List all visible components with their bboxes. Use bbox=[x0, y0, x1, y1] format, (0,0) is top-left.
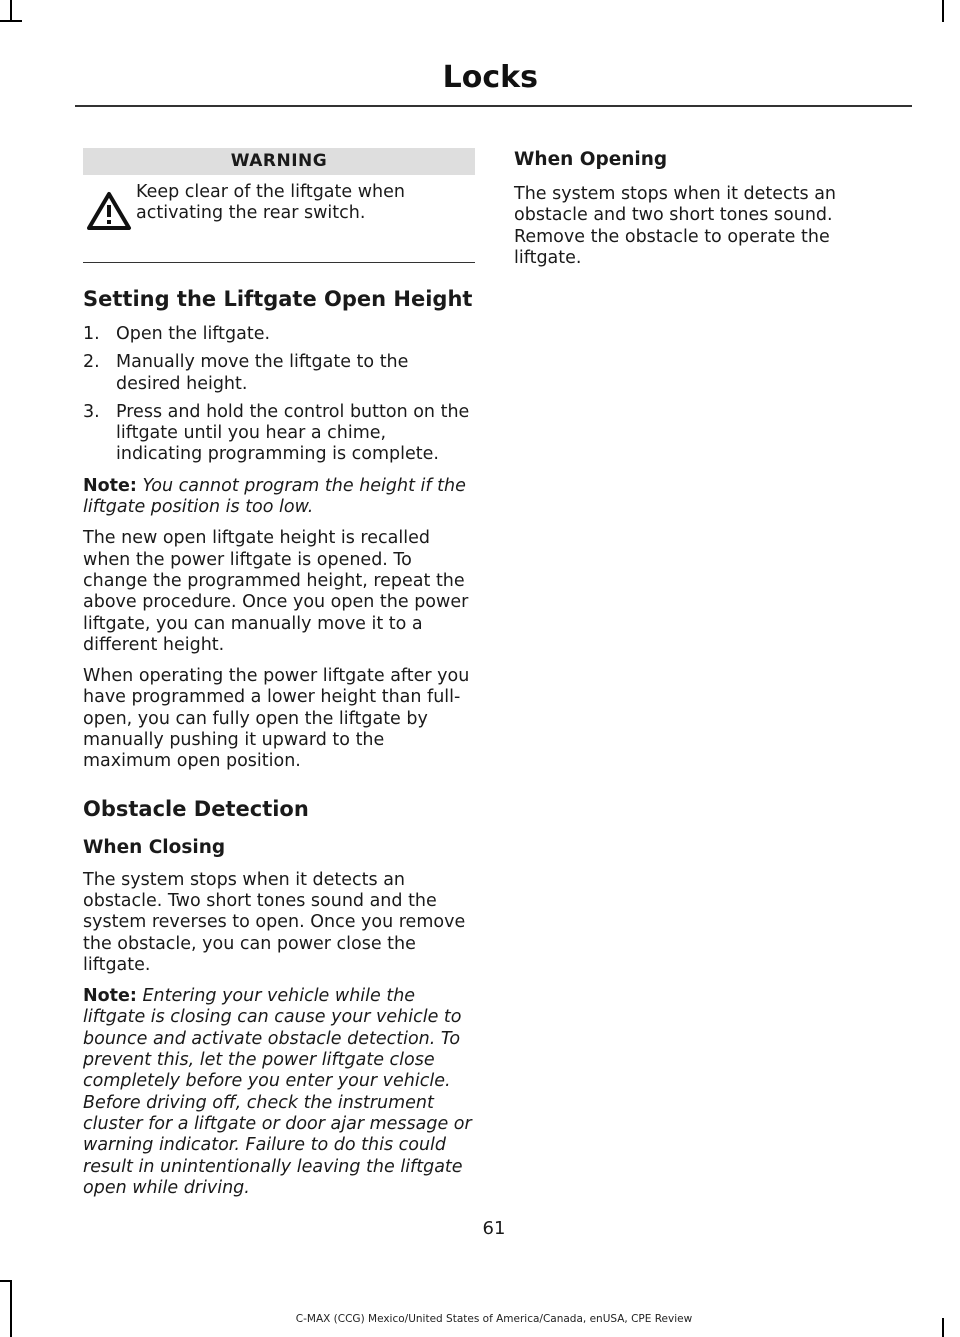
crop-mark-bottom-left-v bbox=[10, 1280, 12, 1337]
page-number: 61 bbox=[482, 1218, 506, 1239]
list-item: 1. Open the liftgate. bbox=[83, 324, 271, 344]
warning-label: WARNING bbox=[83, 148, 475, 175]
section-heading-open-height: Setting the Liftgate Open Height bbox=[83, 287, 473, 311]
header-rule bbox=[75, 105, 912, 107]
left-column bbox=[83, 148, 475, 1199]
page-title: Locks bbox=[442, 60, 538, 95]
footer-text: C-MAX (CCG) Mexico/United States of America/Canada, enUSA, CPE Review bbox=[295, 1313, 693, 1325]
right-column bbox=[514, 148, 874, 269]
list-item: 2. Manually move the liftgate to the desired height. bbox=[83, 352, 409, 394]
paragraph-opening: The system stops when it detects an obstacle and two short tones sound. Remove the obstacle to operate the liftgate. bbox=[514, 184, 837, 268]
subheading-when-closing: When Closing bbox=[83, 836, 226, 858]
warning-text: Keep clear of the liftgate when activating the rear switch. bbox=[136, 182, 405, 223]
note-open-height: Note: You cannot program the height if the liftgate position is too low. bbox=[83, 475, 466, 518]
crop-mark-bottom-left-h bbox=[0, 1280, 12, 1282]
paragraph-recall: The new open liftgate height is recalled when the power liftgate is opened. To change the programmed height, repeat the above procedure. Once you open the power liftgate, you can manually move it to a different height. bbox=[83, 528, 469, 655]
warning-rule bbox=[83, 262, 475, 263]
crop-mark-top-left-v bbox=[10, 0, 12, 22]
subheading-when-opening: When Opening bbox=[514, 149, 668, 170]
section-heading-obstacle: Obstacle Detection bbox=[83, 796, 309, 821]
paragraph-closing: The system stops when it detects an obstacle. Two short tones sound and the system reverses to open. Once you remove the obstacle, you can power close the liftgate. bbox=[83, 869, 466, 975]
warning-triangle-icon bbox=[86, 191, 132, 231]
crop-mark-top-left-h bbox=[0, 20, 22, 22]
paragraph-full-open: When operating the power liftgate after you have programmed a lower height than full-open, you can fully open the liftgate by manually pushing it upward to the maximum open position. bbox=[83, 666, 470, 772]
list-item: 3. Press and hold the control button on the liftgate until you hear a chime, indicating programming is complete. bbox=[83, 401, 470, 465]
note-closing: Note: Entering your vehicle while the liftgate is closing can cause your vehicle to bounce and activate obstacle detection. To prevent this, let the power liftgate close completely before you enter your vehicle. Before driving off, check the instrument cluster for a liftgate or door ajar message or warning indicator. Failure to do this could result in unintentionally leaving the liftgate open while driving. bbox=[83, 986, 472, 1198]
crop-mark-top-right-v bbox=[942, 0, 944, 22]
steps-list bbox=[83, 324, 475, 466]
warning-box bbox=[83, 148, 475, 263]
